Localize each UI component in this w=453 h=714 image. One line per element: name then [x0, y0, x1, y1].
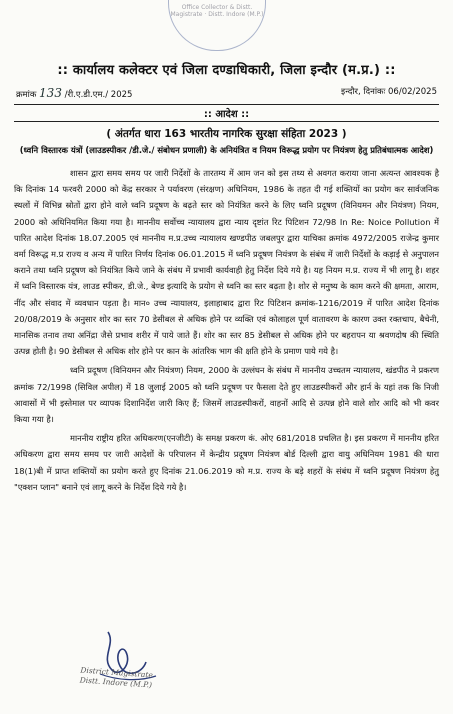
reference-line [14, 86, 439, 100]
ref-number-handwritten: 133 [39, 86, 62, 100]
paragraph-3: माननीय राष्ट्रीय हरित अधिकरण(एनजीटी) के समक्ष प्रकरण कं. ओए 681/2018 प्रचलित है। इस प्रकरण में माननीय हरित अधिकरण द्वारा समय समय पर जारी आदेशों के परिपालन में केन्द्रीय प्रदूषण नियंत्रण बोर्ड दिल्ली द्वारा वायु अधिनियम 1981 की धारा 18(1)बी में प्राप्त शक्तियों का प्रयोग करते हुए दिनांक 21.06.2019 को म.प्र. राज्य के बड़े शहरों के संबंध में ध्वनि प्रदूषण नियंत्रण हेतु "एक्शन प्लान" बनाने एवं लागू करने के निर्देश दिये गये है। [14, 433, 439, 492]
ref-suffix: /री.ए.डी.एम./ 2025 [64, 90, 133, 100]
reference-number-block [16, 86, 132, 100]
paragraph-1: शासन द्वारा समय समय पर जारी निर्देशों के तारतम्य में आम जन को इस तथ्य से अवगत कराया जाना अत्यन्त आवश्यक है कि दिनांक 14 फरवरी 2000 को केंद्र सरकार ने पर्यावरण (संरक्षण) अधिनियम, 1986 के तहत दी गई शक्तियों का प्रयोग कर सार्वजनिक स्थलों में विभिन्न स्रोतों द्वारा होने वाले ध्वनि प्रदूषण के बढ़ते स्तर को नियंत्रित करने के लिए ध्वनि प्रदूषण (विनियमन और नियंत्रण) नियम, 2000 को अधिनियमित किया गया है। माननीय सर्वोच्च न्यायालय द्वारा न्याय दृष्टांत रिट पिटिशन 72/98 In Re: Noice Pollution में पारित आदेश दिनांक 18.07.2005 एवं माननीय म.प्र.उच्च न्यायालय खण्डपीठ जबलपुर द्वारा याचिका क्रमांक 4972/2005 राजेन्द्र कुमार वर्मा विरूद्ध म.प्र राज्य व अन्य में पारित निर्णय दिनांक 06.01.2015 में ध्वनि प्रदूषण नियंत्रण के संबंध में जारी निर्देशों के कड़ाई से अनुपालन कराने तथा ध्वनि प्रदूषण को नियंत्रित किये जाने के संबंध में प्रभावी कार्यवाही हेतु निर्देश दिये गये है। यह नियम म.प्र. राज्य में भी लागू है। शहर में ध्वनि विस्तारक यंत्र, लाउड स्पीकर, डी.जे., बेण्ड इत्यादि के प्रयोग से ध्वनि का स्तर बढ़ता है। शोर से मनुष्य के काम करने की क्षमता, आराम, नींद और संवाद में व्यवधान पड़ता है। मान० उच्च न्यायालय, इलाहाबाद द्वारा रिट पिटिशन क्रमांक-1216/2019 में पारित आदेश दिनांक 20/08/2019 के अनुसार शोर का स्तर 70 डेसीबल से अधिक होने पर व्यक्ति एवं कोलाहल पूर्ण वातावरण के कारण उक्त रक्तचाप, बैचेनी, मानसिक तनाव तथा अनिंद्रा जैसे प्रभाव शरीर में पाये जाते हैं। शोर का स्तर 85 डेसीबल से अधिक होने पर बहरापन या श्रवणदोष की स्थिति उत्पन्न होती है। 90 डेसीबल से अधिक शोर होने पर कान के आंतरिक भाग की क्षति होने के प्रमाण पाये गये है। [14, 168, 439, 357]
order-body [14, 165, 439, 495]
section-heading: ( अंतर्गत धारा 163 भारतीय नागरिक सुरक्षा संहिता 2023 ) [106, 128, 347, 140]
signature-stamp-text: District Magistrate Distt. Indore (M.P.) [79, 665, 154, 690]
seal-text: Office Collector & Distt. Magistrate · Distt. Indore (M.P.) [170, 4, 264, 18]
order-heading: :: आदेश :: [14, 104, 439, 122]
office-title: :: कार्यालय कलेक्टर एवं जिला दण्डाधिकारी, जिला इन्दौर (म.प्र.) :: [57, 63, 396, 78]
paragraph-2: ध्वनि प्रदूषण (विनियमन और नियंत्रण) नियम, 2000 के उल्लंघन के संबंध में माननीय उच्चतम न्यायालय, खंडपीठ ने प्रकरण क्रमांक 72/1998 (सिविल अपील) में 18 जुलाई 2005 को ध्वनि प्रदूषण पर फैसला देते हुए लाउडस्पीकरों और हार्न के यहां तक कि निजी आवासों में भी इस्तेमाल पर व्यापक दिशानिर्देश जारी किए हैं; जिसमें लाउडस्पीकरों, वाहनों आदि से उत्पन्न होने वाले शोर आदि को भी कवर किया गया है। [14, 365, 439, 425]
order-subtitle: (ध्वनि विस्तारक यंत्रों (लाउडस्पीकर /डी.जे./ संबोधन प्रणाली) के अनियंत्रित व नियम विरूद्ध प्रयोग पर नियंत्रण हेतु प्रतिबंधात्मक आदेश) [19, 145, 434, 155]
office-seal-stamp [168, 0, 266, 51]
order-date: इन्दौर, दिनांकः 06/02/2025 [341, 87, 437, 97]
ref-label: क्रमांक [16, 90, 37, 100]
